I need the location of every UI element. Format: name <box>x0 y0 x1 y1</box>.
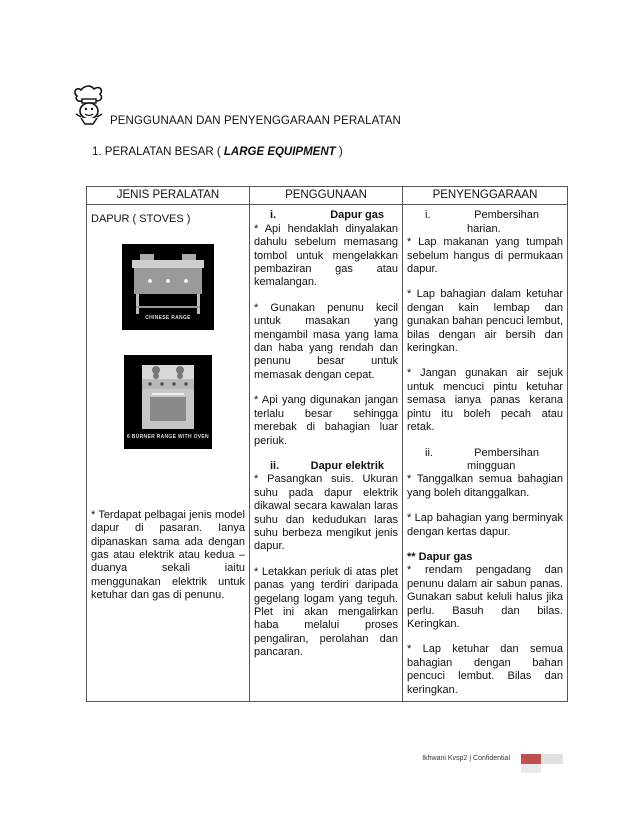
section-prefix: 1. PERALATAN BESAR ( <box>92 146 224 158</box>
maintenance-paragraph: * Lap ketuhar dan semua bahagian dengan bahan pencuci lembut. Bilas dan keringkan. <box>407 643 563 696</box>
usage-paragraph: * Letakkan periuk di atas plet panas yang terdiri daripada gegelang logam yang teguh. Plet ini akan mengalirkan haba melalui proses pengaliran, perolahan dan pancaran. <box>254 565 398 659</box>
electric-stove-heading <box>254 460 398 473</box>
usage-paragraph: * Gunakan penunu kecil untuk masakan yang mengambil masa yang lama dan haba yang rendah dan penunu besar untuk memasak dengan cepat. <box>254 301 398 381</box>
image-caption: 6 BURNER RANGE WITH OVEN <box>127 434 209 441</box>
section-heading <box>92 146 343 158</box>
section-italic: LARGE EQUIPMENT <box>223 146 336 158</box>
heading-title: Dapur gas <box>330 209 384 222</box>
footer-accent-bar <box>521 754 541 764</box>
heading-number: i. <box>425 209 431 222</box>
heading-number: ii. <box>270 459 280 472</box>
usage-paragraph: * Api hendaklah dinyalakan dahulu sebelum memasang tombol untuk mengelakkan pembaziran gas atau kemalangan. <box>254 222 398 289</box>
maintenance-paragraph: * Jangan gunakan air sejuk untuk mencuci pintu ketuhar semasa ianya panas kerana pintu itu boleh pecah atau retak. <box>407 367 563 434</box>
chinese-range-image <box>122 244 214 330</box>
section-suffix: ) <box>335 146 343 158</box>
footer-gray-bar <box>541 754 563 764</box>
maintenance-paragraph: * rendam pengadang dan penunu dalam air sabun panas. Gunakan sabut keluli halus jika perlu. Basuh dan bilas. Keringkan. <box>407 564 563 630</box>
footer-text: Ikhwani Kvsp2 | Confidential <box>422 755 510 762</box>
heading-title: Pembersihan <box>474 209 539 222</box>
document-title: PENGGUNAAN DAN PENYENGGARAAN PERALATAN <box>110 115 401 127</box>
burner-range-image <box>124 355 212 449</box>
table-row <box>87 205 568 702</box>
heading-subtitle: mingguan <box>467 459 516 472</box>
usage-cell <box>250 205 403 702</box>
equipment-cell <box>87 205 250 702</box>
usage-paragraph: * Api yang digunakan jangan terlalu besar sehingga merebak di bahagian luar periuk. <box>254 394 398 447</box>
equipment-table <box>86 186 568 702</box>
column-header: PENGGUNAAN <box>250 187 403 205</box>
heading-title: Pembersihan <box>474 446 539 459</box>
column-header: JENIS PERALATAN <box>87 187 250 205</box>
maintenance-paragraph: * Lap bahagian dalam ketuhar dengan kain lembap dan gunakan bahan pencuci lembut, bilas dengan air bersih dan keringkan. <box>407 288 563 355</box>
image-caption: CHINESE RANGE <box>145 315 191 322</box>
gas-stove-subheading: ** Dapur gas <box>407 550 473 563</box>
equipment-name: DAPUR ( STOVES ) <box>91 213 191 226</box>
footer-gray-bar <box>521 764 541 773</box>
maintenance-cell <box>403 205 568 702</box>
usage-paragraph: * Pasangkan suis. Ukuran suhu pada dapur elektrik dikawal secara kawalan laras suhu dan kedudukan laras suhu berbeza mengikut jenis dapur. <box>254 473 398 553</box>
maintenance-paragraph: * Lap makanan yang tumpah sebelum hangus di permukaan dapur. <box>407 236 563 276</box>
table-header-row <box>87 187 568 205</box>
maintenance-paragraph: * Lap bahagian yang berminyak dengan kertas dapur. <box>407 512 563 538</box>
chef-logo-icon <box>72 84 106 128</box>
gas-stove-heading <box>254 209 398 222</box>
daily-cleaning-heading <box>407 209 563 236</box>
equipment-description: * Terdapat pelbagai jenis model dapur di pasaran. Ianya dipanaskan sama ada dengan gas atau elektrik atau kedua – duanya sekali iaitu menggunakan elektrik untuk ketuhar dan gas di penunu. <box>91 508 245 602</box>
weekly-cleaning-heading <box>407 447 563 474</box>
heading-title: Dapur elektrik <box>310 459 384 472</box>
maintenance-paragraph: * Tanggalkan semua bahagian yang boleh ditanggalkan. <box>407 473 563 499</box>
heading-number: i. <box>270 209 277 222</box>
heading-number: ii. <box>425 446 433 459</box>
column-header: PENYENGGARAAN <box>403 187 568 205</box>
heading-subtitle: harian. <box>467 222 501 235</box>
